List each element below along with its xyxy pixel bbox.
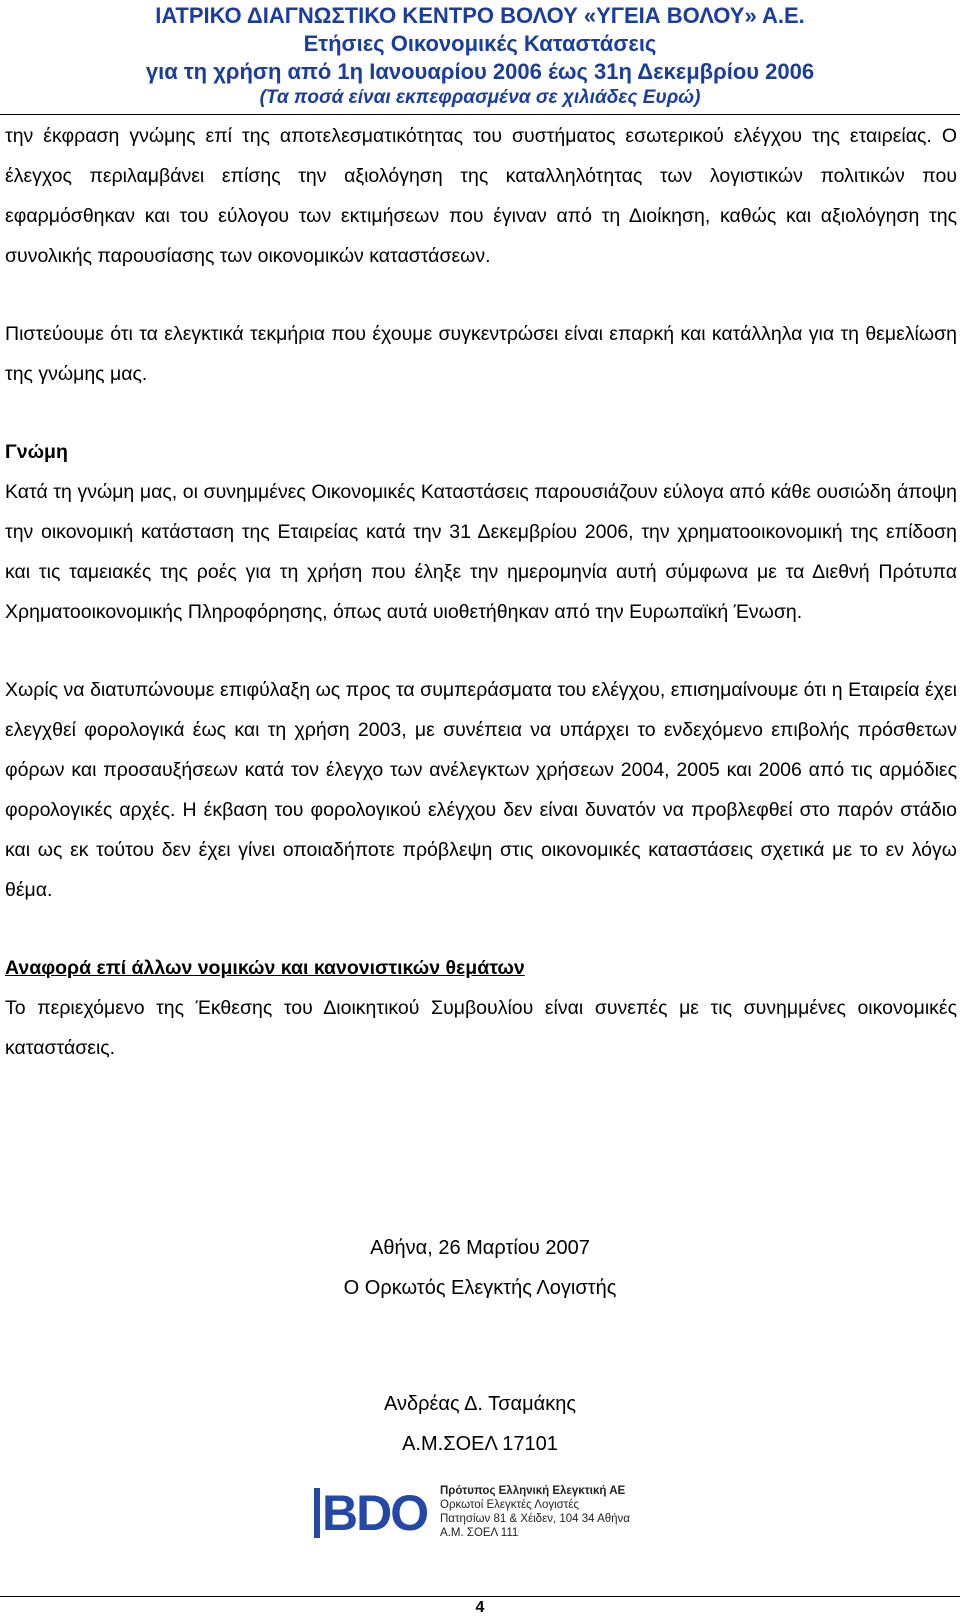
auditor-name: Ανδρέας Δ. Τσαμάκης bbox=[384, 1393, 576, 1415]
audit-scope-paragraph: την έκφραση γνώμης επί της αποτελεσματικότητας του συστήματος εσωτερικού ελέγχου της εταιρείας. Ο έλεγχος περιλαμβάνει επίσης την αξιολόγηση της καταλληλότητας των λογιστικών πολιτικών που εφαρμόσθηκαν και του εύλογου των εκτιμήσεων που έγιναν από τη Διοίκηση, καθώς και αξιολόγηση της συνολικής παρουσίασης των οικονομικών καταστάσεων. bbox=[5, 125, 957, 267]
company-name: ΙΑΤΡΙΚΟ ΔΙΑΓΝΩΣΤΙΚΟ ΚΕΝΤΡΟ ΒΟΛΟΥ «ΥΓΕΙΑ ΒΟΛΟΥ» Α.Ε. bbox=[155, 3, 805, 28]
firm-address: Πατησίων 81 & Χέιδεν, 104 34 Αθήνα bbox=[440, 1513, 630, 1525]
currency-note: (Τα ποσά είναι εκπεφρασμένα σε χιλιάδες Ευρώ) bbox=[259, 87, 701, 108]
footer-divider bbox=[0, 1596, 960, 1597]
firm-registration: Α.Μ. ΣΟΕΛ 111 bbox=[440, 1527, 519, 1539]
spacer bbox=[5, 276, 957, 314]
spacer bbox=[5, 394, 957, 432]
header-divider bbox=[0, 114, 960, 115]
logo-bar-icon bbox=[314, 1488, 320, 1538]
other-matters-heading: Αναφορά επί άλλων νομικών και κανονιστικών θεμάτων bbox=[5, 957, 525, 979]
document-header bbox=[0, 2, 960, 110]
place-date: Αθήνα, 26 Μαρτίου 2007 bbox=[370, 1237, 590, 1259]
bdo-logo-mark bbox=[314, 1484, 427, 1542]
emphasis-paragraph: Χωρίς να διατυπώνουμε επιφύλαξη ως προς τα συμπεράσματα του ελέγχου, επισημαίνουμε ότι η Εταιρεία έχει ελεγχθεί φορολογικά έως και τη χρήση 2003, με συνέπεια να υπάρχει το ενδεχόμενο επιβολής πρόσθετων φόρων και προσαυξήσεων κατά τον έλεγχο των ανέλεγκτων χρήσεων 2004, 2005 και 2006 από τις αρμόδιες φορολογικές αρχές. Η έκβαση του φορολογικού ελέγχου δεν είναι δυνατόν να προβλεφθεί στο παρόν στάδιο και ως εκ τούτου δεν έχει γίνει οποιαδήποτε πρόβλεψη στις οικονομικές καταστάσεις σχετικά με το εν λόγω θέμα. bbox=[5, 679, 957, 901]
auditor-registration: Α.Μ.ΣΟΕΛ 17101 bbox=[402, 1433, 558, 1455]
report-body bbox=[5, 116, 957, 1068]
opinion-heading: Γνώμη bbox=[5, 441, 68, 463]
spacer bbox=[5, 910, 957, 948]
spacer bbox=[5, 632, 957, 670]
firm-details bbox=[440, 1484, 630, 1540]
firm-name: Πρότυπος Ελληνική Ελεγκτική ΑΕ bbox=[440, 1485, 626, 1497]
opinion-paragraph: Κατά τη γνώμη μας, οι συνημμένες Οικονομικές Καταστάσεις παρουσιάζουν εύλογα από κάθε ουσιώδη άποψη την οικονομική κατάσταση της Εταιρείας κατά την 31 Δεκεμβρίου 2006, την χρηματοοικονομική της επίδοση και τις ταμειακές της ροές για τη χρήση που έληξε την ημερομηνία αυτή σύμφωνα με τα Διεθνή Πρότυπα Χρηματοοικονομικής Πληροφόρησης, όπως αυτά υιοθετήθηκαν από την Ευρωπαϊκή Ένωση. bbox=[5, 481, 957, 623]
logo-brand: BDO bbox=[322, 1485, 428, 1541]
page-number: 4 bbox=[475, 1599, 485, 1616]
signature-block bbox=[0, 1228, 960, 1464]
reporting-period: για τη χρήση από 1η Ιανουαρίου 2006 έως 31η Δεκεμβρίου 2006 bbox=[145, 59, 815, 84]
other-matters-paragraph: Το περιεχόμενο της Έκθεσης του Διοικητικού Συμβουλίου είναι συνεπές με τις συνημμένες οικονομικές καταστάσεις. bbox=[5, 997, 957, 1059]
evidence-paragraph: Πιστεύουμε ότι τα ελεγκτικά τεκμήρια που έχουμε συγκεντρώσει είναι επαρκή και κατάλληλα για τη θεμελίωση της γνώμης μας. bbox=[5, 323, 957, 385]
document-title: Ετήσιες Οικονομικές Καταστάσεις bbox=[303, 31, 657, 56]
bdo-logo bbox=[314, 1482, 654, 1544]
signature-space bbox=[0, 1308, 960, 1384]
auditor-role: Ο Ορκωτός Ελεγκτής Λογιστής bbox=[343, 1277, 617, 1299]
firm-description: Ορκωτοί Ελεγκτές Λογιστές bbox=[440, 1499, 579, 1511]
